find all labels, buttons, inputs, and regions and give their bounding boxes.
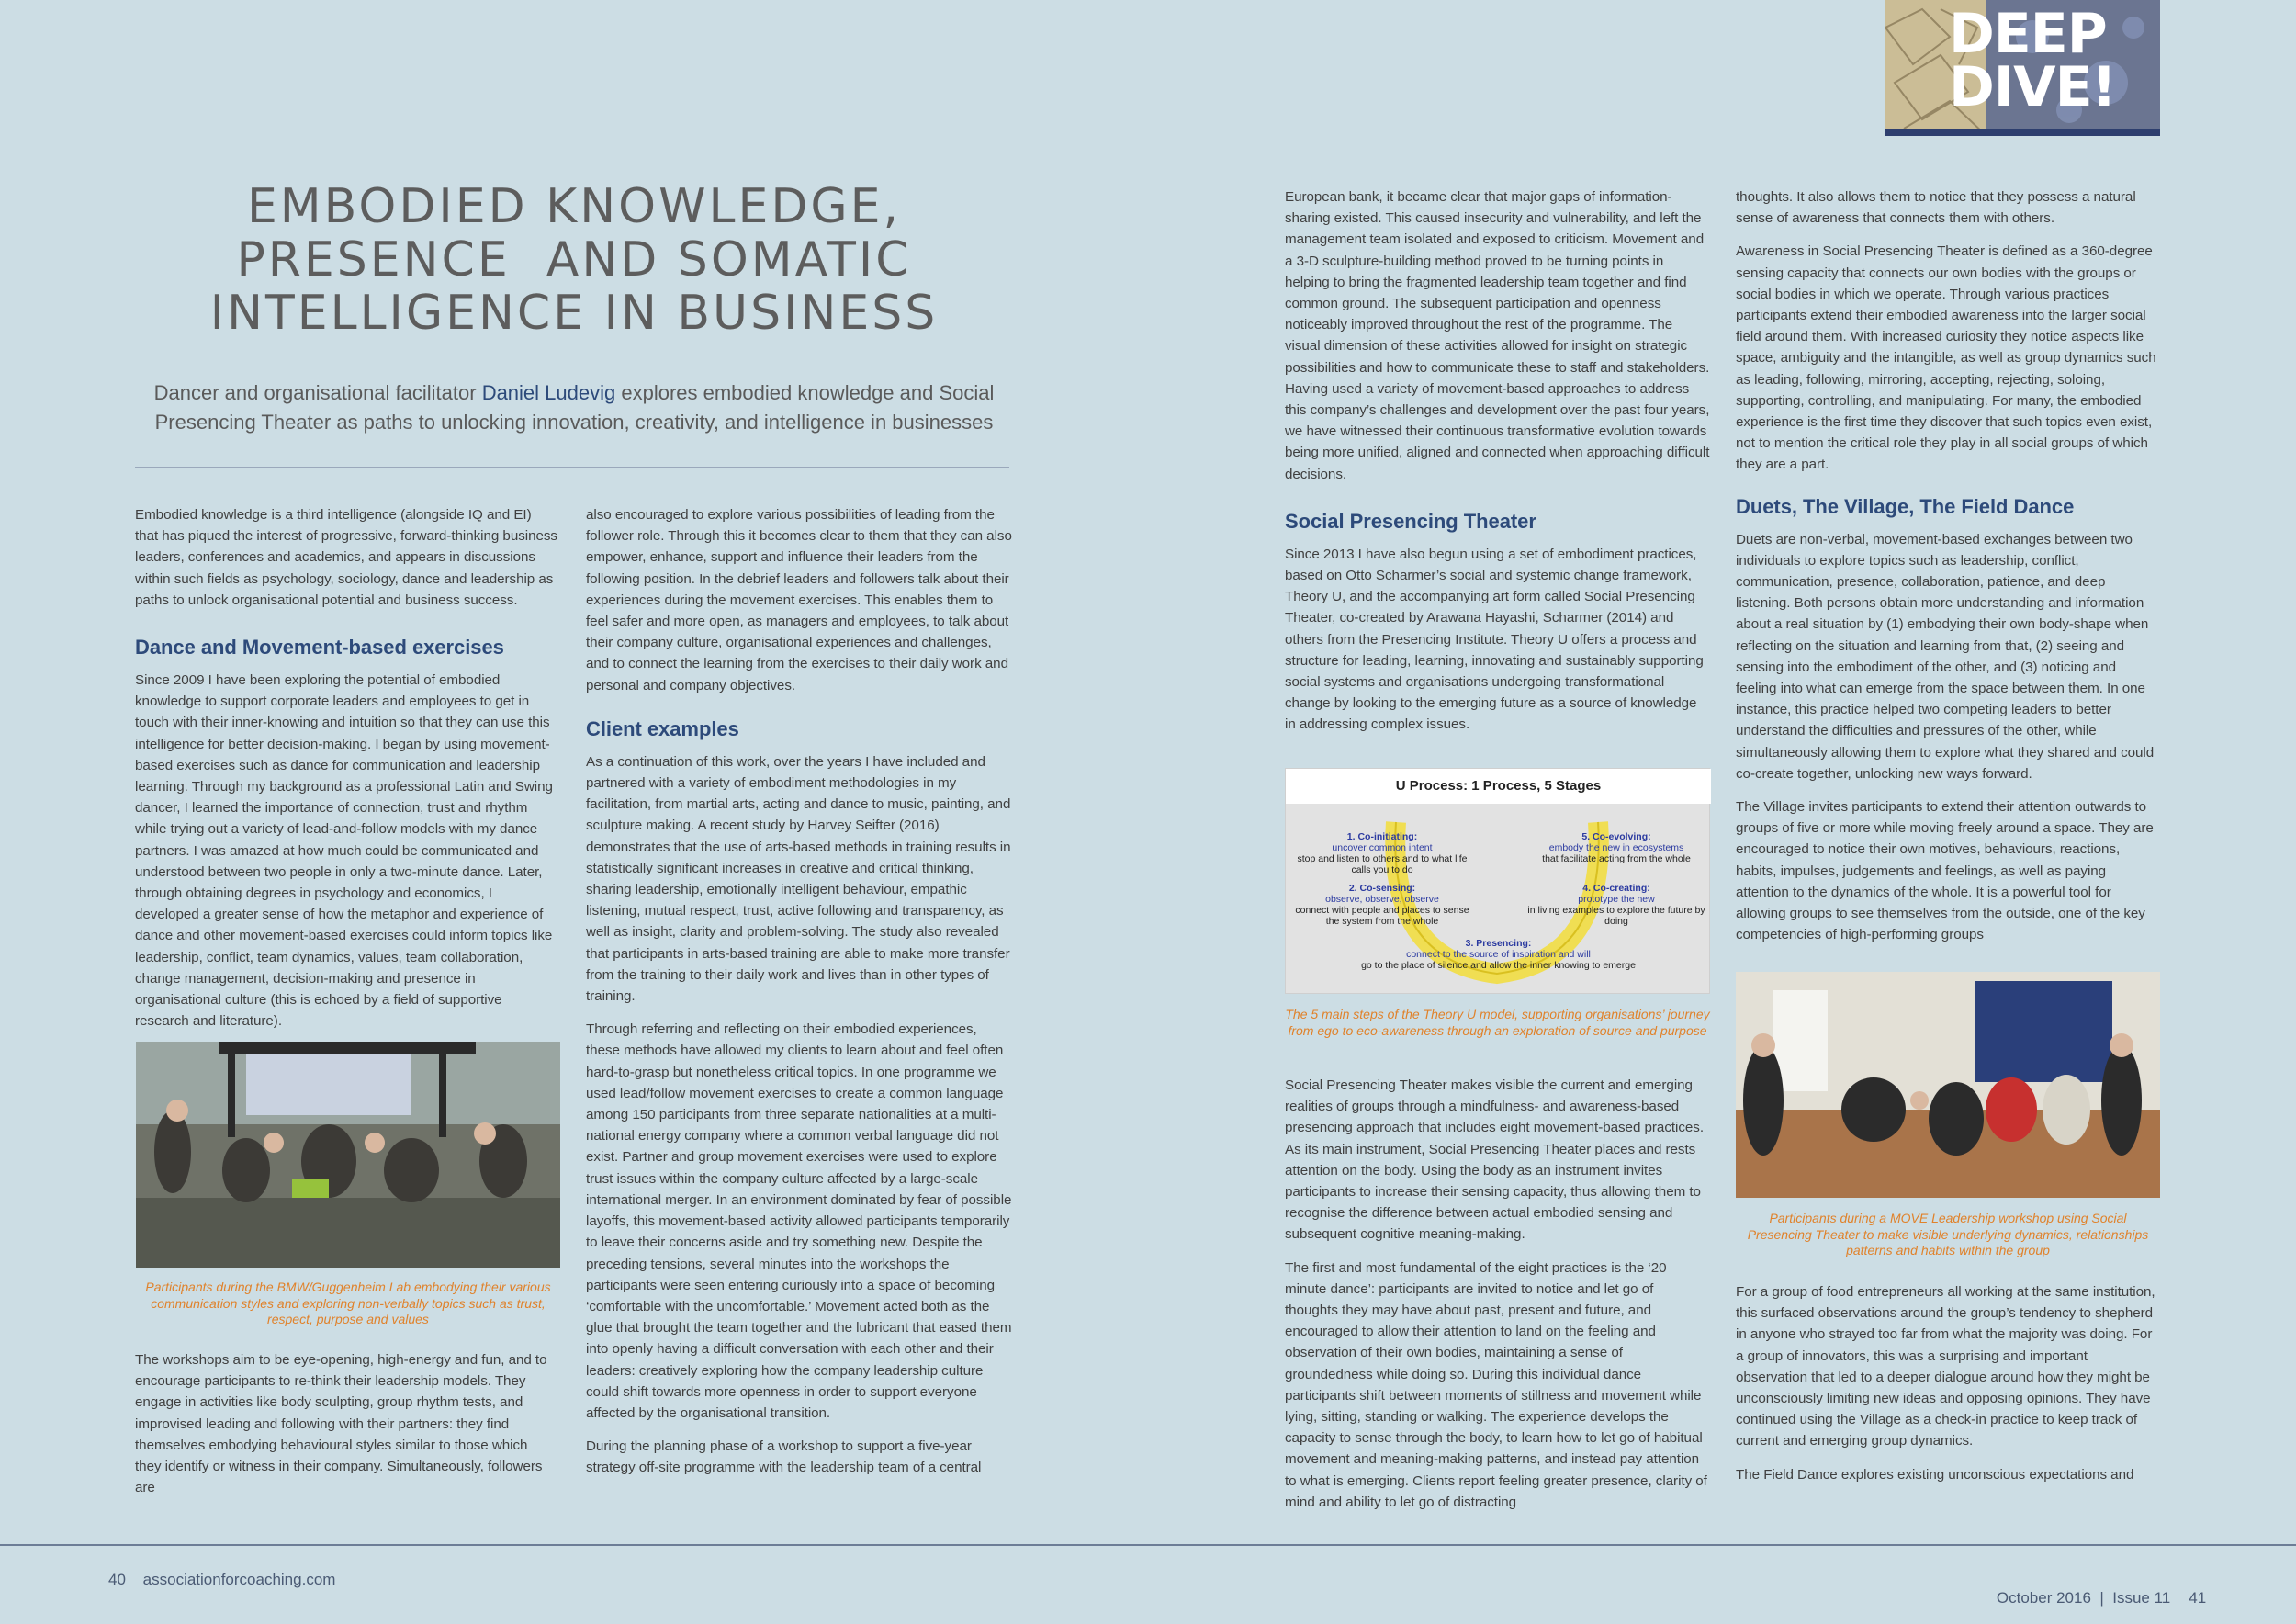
stage-text: connect with people and places to sense the system from the whole	[1295, 905, 1469, 927]
stage-sub: prototype the new	[1578, 894, 1655, 905]
stage-name: 1. Co-initiating:	[1346, 831, 1418, 842]
body-paragraph: Through referring and reflecting on their embodied experiences, these methods have allowed my clients to learn about and feel often hard-to-grasp but nonetheless critical topics. In one programme we used lead/follow movement exercises to create a common language among 150 participants from three separate nationalities at a multi-national energy company where a common verbal language did not exist. Partner and group movement exercises were used to explore trust issues within the company culture affected by a large-scale international merger. In an environment dominated by fear of possible layoffs, this movement-based activity allowed participants temporarily to leave their concerns aside and try something new. Despite the preceding tensions, several minutes into the workshops the participants were seen entering curiously into a space of becoming ‘comfortable with the uncomfortable.’ Movement acted both as the glue that brought the team together and the lubricant that eased them into openly having a difficult conversation with each other and their leaders: creatively exploring how the company leadership culture could shift towards more openness in order to support everyone affected by the organisational transition.	[586, 1021, 1012, 1421]
title-line-1: EMBODIED KNOWLEDGE,	[246, 179, 902, 234]
column-4	[1736, 186, 2160, 958]
body-paragraph: The Village invites participants to extend their attention outwards to groups of five or more while moving freely around a space. They are encouraged to notice their own motives, behaviours, reactions, habits, impulses, judgements and feelings, as well as paying attention to the dynamics of the whole. It is a powerful tool for allowing groups to see themselves from the outside, one of the key competencies of high-performing groups	[1736, 799, 2154, 943]
stage-name: 5. Co-evolving:	[1581, 831, 1651, 842]
issue-label: October 2016 | Issue 11	[1996, 1589, 2171, 1607]
body-paragraph: The Field Dance explores existing unconscious expectations and	[1736, 1466, 2134, 1483]
stage-co-sensing	[1290, 883, 1474, 927]
standfirst-pre: Dancer and organisational facilitator	[153, 381, 482, 404]
column-3-lower	[1285, 1075, 1710, 1525]
photo-caption-bmw: Participants during the BMW/Guggenheim Lab embodying their various communication styles and exploring non-verbally topics such as trust, respect, purpose and values	[145, 1280, 551, 1326]
stage-name: 2. Co-sensing:	[1348, 883, 1416, 894]
badge-underline	[1885, 129, 2160, 136]
column-2	[586, 504, 1013, 1491]
stage-name: 4. Co-creating:	[1582, 883, 1650, 894]
title-divider	[135, 467, 1009, 468]
body-paragraph: Social Presencing Theater makes visible the current and emerging realities of groups through a mindfulness- and awareness-based presencing approach that includes eight movement-based practices. As its main instrument, Social Presencing Theater places and rests attention on the body. Using the body as an instrument invites participants to increase their sensing capacity, thus allowing them to recognise the difference between actual embodied sensing and subsequent cognitive meaning-making.	[1285, 1077, 1705, 1243]
title-line-3: INTELLIGENCE IN BUSINESS	[209, 286, 939, 341]
workshop-photo-move	[1736, 972, 2160, 1198]
workshop-photo-bmw	[136, 1042, 560, 1268]
body-paragraph: Since 2013 I have also begun using a set of embodiment practices, based on Otto Scharmer’s social and systemic change framework, Theory U, and the accompanying art form called Social Presencing Theater, co-created by Arawana Hayashi, Scharmer (2014) and others from the Presencing Institute. Theory U offers a process and structure for leading, learning, innovating and sustainably supporting social systems and organisations undergoing transformational change by looking to the emerging future as a source of knowledge in addressing complex issues.	[1285, 546, 1704, 733]
body-paragraph: During the planning phase of a workshop to support a five-year strategy off-site programme with the leadership team of a central	[586, 1438, 982, 1476]
title-line-2: PRESENCE AND SOMATIC	[236, 232, 912, 288]
footer-rule	[0, 1544, 2296, 1546]
stage-co-initiating	[1290, 831, 1474, 875]
stage-sub: embody the new in ecosystems	[1548, 842, 1684, 853]
badge-line-1: DEEP	[1949, 2, 2107, 66]
body-paragraph: thoughts. It also allows them to notice that they possess a natural sense of awareness that connects them with others.	[1736, 189, 2136, 227]
article-title	[138, 180, 1010, 340]
body-paragraph: Awareness in Social Presencing Theater is defined as a 360-degree sensing capacity that connects our own bodies with the groups or social bodies in which we operate. Through various practices participants extend their embodied awareness into the larger social field around them. With increased curiosity they notice aspects like space, ambiguity and the intangible, as well as group dynamics such as leading, following, mirroring, accepting, rejecting, soloing, supporting, controlling, and manipulating. For many, the embodied experience is the first time they discover that such topics even exist, not to mention the critical role they play in all social groups of which they are a part.	[1736, 243, 2156, 473]
photo-group-movement-icon	[1736, 972, 2160, 1198]
stage-co-creating	[1525, 883, 1708, 927]
column-1	[135, 504, 557, 1043]
section-heading-duets: Duets, The Village, The Field Dance	[1736, 494, 2075, 518]
column-1-lower	[135, 1349, 557, 1510]
column-4-lower	[1736, 1281, 2160, 1497]
stage-sub: connect to the source of inspiration and will	[1406, 949, 1591, 960]
section-heading-dance: Dance and Movement-based exercises	[135, 636, 504, 660]
body-paragraph: As a continuation of this work, over the years I have included and partnered with a variety of embodiment methodologies in my facilitation, from martial arts, acting and dance to music, painting, and sculpture making. A recent study by Harvey Seifter (2016) demonstrates that the use of arts-based methods in training results in statistically significant increases in creative and critical thinking, sharing leadership, emotionally intelligent behaviour, empathic listening, mutual respect, trust, active following and transparency, as well as insight, clarity and problem-solving. The study also revealed that participants in arts-based training are able to make more transfer from the training to their daily work and lives than in other types of training.	[586, 753, 1011, 1005]
intro-paragraph: Embodied knowledge is a third intelligence (alongside IQ and EI) that has piqued the interest of progressive, forward-thinking business leaders, conferences and academics, and appears in discussions within such fields as psychology, sociology, dance and leadership as paths to unlock organisational potential and business success.	[135, 507, 557, 608]
photo-caption-move: Participants during a MOVE Leadership workshop using Social Presencing Theater to make visible underlying dynamics, relationships patterns and habits within the group	[1747, 1211, 2149, 1257]
page-number-right: 41	[2189, 1589, 2207, 1607]
stage-sub: uncover common intent	[1332, 842, 1433, 853]
photo-people-bending-icon	[136, 1042, 560, 1268]
stage-text: stop and listen to others and to what life calls you to do	[1297, 853, 1468, 875]
column-3	[1285, 186, 1710, 748]
footer-site-link[interactable]: associationforcoaching.com	[142, 1571, 336, 1588]
badge-text	[1949, 2, 2169, 119]
section-heading-client-examples: Client examples	[586, 716, 739, 740]
standfirst	[129, 378, 1019, 437]
footer-right	[1979, 1571, 2206, 1624]
body-paragraph: The first and most fundamental of the eight practices is the ‘20 minute dance’: participants are invited to notice and let go of thoughts they may have about past, present and future, and encouraged to allow their attention to land on the feeling and observation of their own bodies, maintaining a sense of groundedness while doing so. During this individual dance participants shift between moments of stillness and movement while lying, sitting, standing or walking. The experience develops the capacity to sense through the body, to learn how to let go of habitual movement and meaning-making patterns, and instead pay attention to what is emerging. Clients report feeling greater presence, clarity of mind and ability to let go of distracting	[1285, 1259, 1707, 1510]
stage-co-evolving	[1525, 831, 1708, 864]
body-paragraph: For a group of food entrepreneurs all working at the same institution, this surfaced observations around the group’s tendency to shepherd in anyone who strayed too far from what the majority was doing. For a group of innovators, this was a surprising and important observation that led to a deeper dialogue around how they might be unconsciously limiting new ideas and opposing opinions. They have continued using the Village as a check-in practice to keep track of current and emerging group dynamics.	[1736, 1284, 2155, 1449]
footer-left	[108, 1571, 335, 1589]
stage-text: go to the place of silence and allow the inner knowing to emerge	[1361, 960, 1636, 971]
standfirst-post: explores embodied knowledge and Social Presencing Theater as paths to unlocking innovation, creativity, and intelligence in businesses	[154, 381, 995, 434]
stage-text: in living examples to explore the future by doing	[1527, 905, 1705, 927]
author-name: Daniel Ludevig	[481, 381, 616, 404]
page-number-left: 40	[108, 1571, 126, 1588]
stage-sub: observe, observe, observe	[1325, 894, 1439, 905]
body-paragraph: also encouraged to explore various possibilities of leading from the follower role. Through this it becomes clear to them that they can also empower, enhance, support and influence their leaders from the following position. In the debrief leaders and followers talk about their experiences during the movement exercises. This enables them to feel safer and more open, as managers and employees, to talk about their company culture, organisational experiences and challenges, and to connect the learning from the exercises to their daily work and personal and company objectives.	[586, 507, 1012, 694]
body-paragraph: Duets are non-verbal, movement-based exchanges between two individuals to explore topics such as leadership, conflict, communication, presence, collaboration, patience, and deep listening. Both persons obtain more understanding and information about a real situation by (1) embodying their own body-shape when reflecting on the situation and learning from that, (2) seeing and sensing into the embodiment of the other, and (3) noticing and feeling into what can emerge from the space between them. In one instance, this practice helped two competing leaders to better understand the difficulties and pressures of the other, while simultaneously allowing them to explore what they shared and could co-create together, unlocking new ways forward.	[1736, 531, 2155, 782]
stage-presencing	[1313, 938, 1683, 971]
stage-text: that facilitate acting from the whole	[1542, 853, 1691, 864]
body-paragraph: Since 2009 I have been exploring the potential of embodied knowledge to support corporate leaders and employees to get in touch with their inner-knowing and intuition so that they can use this intelligence for better decision-making. I began by using movement-based exercises such as dance for communication and leadership learning. Through my background as a professional Latin and Swing dancer, I learned the importance of connection, trust and rhythm while trying out a variety of lead-and-follow models with my dance partners. I was amazed at how much could be communicated and understood between two people in only a two-minute dance. Later, through obtaining degrees in psychology and economics, I developed a greater sense of how the metaphor and experience of dance and other movement-based exercises could inform topics like leadership, conflict, team dynamics, values, team collaboration, change management, decision-making and presence in organisational culture (this is echoed by a field of supportive research and literature).	[135, 672, 553, 1030]
body-paragraph: European bank, it became clear that major gaps of information-sharing existed. This caused insecurity and vulnerability, and left the management team isolated and exposed to criticism. Movement and a 3-D sculpture-building method proved to be turning points in helping to bring the fragmented leadership team together and find common ground. The subsequent participation and openness noticeably improved throughout the rest of the programme. The visual dimension of these activities allowed for insight on strategic possibilities and how to communicate these to staff and stakeholders. Having used a variety of movement-based approaches to address this company’s challenges and development over the past four years, we have witnessed their continuous transformative evolution towards being more unified, aligned and connected when approaching difficult decisions.	[1285, 189, 1710, 482]
diagram-caption: The 5 main steps of the Theory U model, supporting organisations’ journey from ego to eco-awareness through an exploration of source and purpose	[1285, 1007, 1710, 1038]
badge-line-2: DIVE!	[1949, 55, 2116, 119]
section-heading-social-presencing: Social Presencing Theater	[1285, 509, 1536, 533]
stage-name: 3. Presencing:	[1465, 938, 1532, 949]
body-paragraph: The workshops aim to be eye-opening, high-energy and fun, and to encourage participants to re-think their leadership models. They engage in activities like body sculpting, group rhythm tests, and improvised leading and following with their partners: they find themselves embodying behavioural styles similar to those which they identify or witness in their company. Simultaneously, followers are	[135, 1352, 547, 1496]
diagram-title: U Process: 1 Process, 5 Stages	[1286, 769, 1711, 804]
u-process-diagram	[1285, 768, 1710, 994]
